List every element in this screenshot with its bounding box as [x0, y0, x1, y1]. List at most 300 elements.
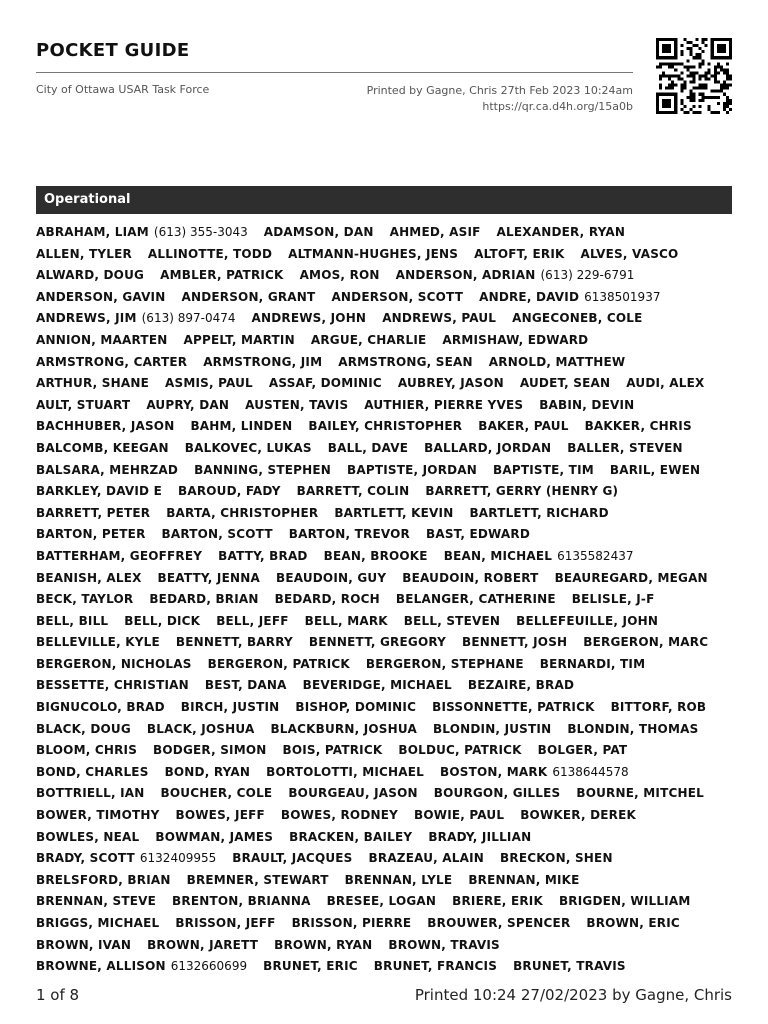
- member-name: BLOOM, CHRIS: [36, 743, 138, 758]
- member-entry: [424, 441, 551, 455]
- member-name: BLONDIN, JUSTIN: [432, 721, 552, 736]
- member-name: BRECKON, SHEN: [500, 851, 613, 866]
- member-name: ANGECONEB, COLE: [512, 311, 643, 326]
- member-name: AUDI, ALEX: [626, 376, 705, 391]
- member-name: BERGERON, STEPHANE: [365, 656, 524, 671]
- member-name: BRENNAN, LYLE: [344, 872, 453, 887]
- member-entry: [153, 743, 266, 757]
- member-name: BELL, DICK: [124, 613, 201, 628]
- member-entry: [426, 527, 530, 541]
- member-entry: [500, 851, 613, 865]
- member-phone[interactable]: 6135582437: [557, 548, 634, 563]
- member-name: BARTON, SCOTT: [161, 527, 273, 542]
- member-name: BIRCH, JUSTIN: [180, 700, 280, 715]
- member-entry: [474, 247, 564, 261]
- member-entry: [36, 441, 169, 455]
- member-row: [36, 783, 736, 805]
- member-name: BROWN, IVAN: [36, 937, 132, 952]
- member-name: BARTLETT, RICHARD: [469, 505, 609, 520]
- member-entry: [567, 441, 682, 455]
- member-entry: [434, 786, 561, 800]
- member-entry: [36, 398, 130, 412]
- member-name: BROWN, ERIC: [586, 916, 680, 930]
- member-name: BABIN, DEVIN: [539, 397, 635, 412]
- member-entry: [36, 506, 150, 520]
- member-name: BEAN, MICHAEL: [443, 548, 553, 563]
- member-entry: [396, 592, 556, 606]
- member-name: BOIS, PATRICK: [282, 743, 383, 758]
- member-entry: [281, 808, 398, 822]
- member-name: BOWES, JEFF: [175, 808, 265, 823]
- member-entry: [427, 916, 570, 930]
- member-entry: [36, 225, 248, 239]
- member-name: BAKER, PAUL: [478, 419, 569, 434]
- member-list: [36, 222, 736, 978]
- member-name: BARRETT, PETER: [36, 505, 151, 520]
- member-entry: [203, 355, 322, 369]
- member-row: [36, 460, 736, 482]
- member-name: BROUWER, SPENCER: [427, 916, 571, 930]
- member-name: BELISLE, J-F: [571, 592, 655, 607]
- member-entry: [155, 830, 273, 844]
- member-name: BALKOVEC, LUKAS: [184, 440, 312, 455]
- member-phone[interactable]: 6138644578: [552, 764, 629, 779]
- member-entry: [36, 938, 131, 952]
- member-phone[interactable]: 6138501937: [584, 289, 661, 304]
- member-entry: [295, 700, 416, 714]
- member-name: BELANGER, CATHERINE: [395, 592, 556, 607]
- print-info: [367, 83, 633, 115]
- member-name: BROWN, TRAVIS: [388, 937, 500, 952]
- member-name: BRENNAN, MIKE: [468, 872, 580, 887]
- member-entry: [166, 506, 318, 520]
- member-name: BRADY, JILLIAN: [428, 829, 532, 844]
- member-name: BELL, JEFF: [216, 613, 289, 628]
- member-name: BOWMAN, JAMES: [155, 829, 274, 844]
- member-entry: [216, 614, 288, 628]
- member-name: BRUNET, ERIC: [263, 959, 358, 974]
- page-number: 1 of 8: [36, 986, 80, 1004]
- member-name: BOND, CHARLES: [36, 764, 149, 779]
- member-name: ARMSTRONG, JIM: [203, 354, 323, 369]
- member-entry: [479, 290, 660, 304]
- member-entry: [251, 311, 366, 325]
- member-name: ADAMSON, DAN: [263, 225, 374, 239]
- member-name: BOURGON, GILLES: [433, 786, 561, 801]
- member-entry: [398, 743, 521, 757]
- member-entry: [572, 592, 655, 606]
- member-entry: [493, 463, 594, 477]
- member-row: [36, 416, 736, 438]
- member-entry: [181, 290, 315, 304]
- member-name: BOWLES, NEAL: [36, 829, 140, 844]
- member-name: BARKLEY, DAVID E: [36, 484, 162, 499]
- member-name: AHMED, ASIF: [389, 225, 481, 239]
- member-entry: [176, 635, 293, 649]
- member-name: ANDREWS, PAUL: [382, 311, 497, 326]
- member-row: [36, 762, 736, 784]
- member-name: BRIERE, ERIK: [452, 894, 543, 909]
- member-entry: [263, 959, 358, 973]
- member-entry: [36, 614, 108, 628]
- member-name: BAHM, LINDEN: [190, 419, 293, 434]
- member-entry: [580, 247, 678, 261]
- member-name: BOURNE, MITCHEL: [576, 786, 704, 801]
- member-row: [36, 870, 736, 892]
- member-name: BEAUDOIN, ROBERT: [402, 570, 539, 585]
- member-entry: [36, 916, 159, 930]
- member-name: BENNETT, JOSH: [462, 635, 568, 650]
- member-name: BOND, RYAN: [164, 764, 251, 779]
- member-entry: [36, 549, 202, 563]
- member-name: BROWNE, ALLISON: [36, 959, 166, 974]
- member-entry: [36, 894, 156, 908]
- member-entry: [172, 894, 311, 908]
- member-row: [36, 308, 736, 330]
- member-name: BROWN, JARETT: [147, 937, 259, 952]
- member-entry: [334, 506, 453, 520]
- member-entry: [442, 333, 588, 347]
- member-name: AUPRY, DAN: [146, 397, 230, 412]
- member-name: BARTA, CHRISTOPHER: [166, 505, 319, 520]
- member-entry: [396, 268, 635, 282]
- member-row: [36, 481, 736, 503]
- member-name: ANDREWS, JIM: [36, 311, 137, 326]
- member-entry: [269, 376, 382, 390]
- member-entry: [398, 376, 504, 390]
- member-name: BEDARD, BRIAN: [149, 592, 259, 607]
- member-name: BARTLETT, KEVIN: [334, 505, 454, 520]
- member-name: BEZAIRE, BRAD: [467, 678, 575, 693]
- member-name: BANNING, STEPHEN: [194, 462, 331, 477]
- qr-code-icon: [656, 38, 732, 114]
- member-entry: [36, 743, 137, 757]
- member-entry: [300, 268, 380, 282]
- member-entry: [36, 851, 216, 865]
- member-entry: [205, 678, 287, 692]
- member-row: [36, 654, 736, 676]
- member-entry: [402, 571, 538, 585]
- member-entry: [390, 225, 481, 239]
- member-name: ANDREWS, JOHN: [251, 311, 367, 326]
- member-entry: [478, 419, 568, 433]
- member-row: [36, 524, 736, 546]
- member-name: BACHHUBER, JASON: [36, 419, 175, 434]
- member-name: BELLEFEUILLE, JOHN: [516, 613, 659, 628]
- member-name: APPELT, MARTIN: [183, 332, 295, 347]
- member-entry: [585, 419, 692, 433]
- member-entry: [283, 743, 383, 757]
- member-name: AUDET, SEAN: [519, 376, 611, 391]
- member-name: BISHOP, DOMINIC: [295, 700, 417, 715]
- member-name: BELL, MARK: [304, 613, 388, 628]
- member-entry: [369, 851, 485, 865]
- member-name: BLACKBURN, JOSHUA: [270, 721, 417, 736]
- member-entry: [452, 894, 543, 908]
- member-phone[interactable]: (613) 229-6791: [540, 268, 635, 283]
- member-name: BRENTON, BRIANNA: [172, 894, 311, 909]
- member-phone[interactable]: (613) 897-0474: [141, 311, 236, 326]
- member-entry: [311, 333, 427, 347]
- member-name: BARIL, EWEN: [609, 462, 701, 477]
- member-entry: [36, 786, 145, 800]
- member-row: [36, 546, 736, 568]
- member-name: BEATTY, JENNA: [157, 570, 260, 585]
- member-name: BOTTRIELL, IAN: [36, 786, 145, 801]
- member-name: BALCOMB, KEEGAN: [36, 440, 169, 455]
- member-entry: [185, 441, 312, 455]
- member-entry: [433, 722, 551, 736]
- member-name: ALVES, VASCO: [580, 246, 679, 261]
- member-phone[interactable]: 6132409955: [139, 851, 217, 866]
- member-entry: [520, 376, 610, 390]
- member-entry: [540, 657, 646, 671]
- member-entry: [36, 678, 189, 692]
- member-name: BEST, DANA: [204, 678, 287, 693]
- member-name: BRUNET, FRANCIS: [373, 959, 498, 974]
- member-entry: [538, 743, 628, 757]
- member-entry: [36, 830, 139, 844]
- member-entry: [194, 463, 331, 477]
- member-row: [36, 222, 736, 244]
- member-entry: [469, 506, 608, 520]
- member-entry: [187, 873, 329, 887]
- member-entry: [218, 549, 307, 563]
- member-entry: [432, 700, 594, 714]
- member-entry: [374, 959, 497, 973]
- member-row: [36, 805, 736, 827]
- member-name: BIGNUCOLO, BRAD: [36, 700, 165, 715]
- member-row: [36, 697, 736, 719]
- member-name: BAST, EDWARD: [425, 527, 531, 542]
- member-entry: [36, 419, 174, 433]
- member-entry: [162, 527, 273, 541]
- member-entry: [324, 549, 428, 563]
- member-entry: [36, 463, 178, 477]
- member-entry: [366, 657, 524, 671]
- member-name: BAPTISTE, JORDAN: [347, 462, 478, 477]
- member-entry: [147, 722, 255, 736]
- member-entry: [288, 786, 417, 800]
- member-name: ALWARD, DOUG: [36, 268, 145, 283]
- member-entry: [520, 808, 636, 822]
- member-name: BAKKER, CHRIS: [584, 419, 692, 434]
- member-name: AULT, STUART: [36, 397, 131, 412]
- member-row: [36, 827, 736, 849]
- member-entry: [303, 678, 452, 692]
- member-name: BARTON, TREVOR: [288, 527, 410, 542]
- member-name: BRELSFORD, BRIAN: [36, 872, 171, 887]
- member-name: ASMIS, PAUL: [164, 376, 253, 391]
- member-name: ALLEN, TYLER: [36, 246, 132, 261]
- member-entry: [36, 808, 160, 822]
- member-name: BERNARDI, TIM: [539, 656, 646, 671]
- member-entry: [232, 851, 352, 865]
- member-entry: [36, 247, 132, 261]
- member-entry: [245, 398, 348, 412]
- member-name: ALLINOTTE, TODD: [147, 246, 273, 261]
- member-entry: [36, 765, 149, 779]
- member-row: [36, 956, 736, 978]
- member-name: BALSARA, MEHRZAD: [36, 462, 179, 477]
- member-entry: [289, 830, 412, 844]
- member-name: ARNOLD, MATTHEW: [488, 354, 626, 369]
- member-name: ARGUE, CHARLIE: [310, 332, 427, 347]
- member-entry: [428, 830, 531, 844]
- member-entry: [208, 657, 350, 671]
- member-name: BLACK, JOSHUA: [146, 721, 255, 736]
- member-entry: [274, 938, 372, 952]
- member-entry: [181, 700, 280, 714]
- member-row: [36, 352, 736, 374]
- member-entry: [425, 484, 618, 498]
- member-name: BAPTISTE, TIM: [493, 462, 594, 477]
- member-entry: [148, 247, 272, 261]
- member-entry: [308, 419, 462, 433]
- member-name: ARMSTRONG, CARTER: [36, 354, 188, 369]
- member-name: BITTORF, ROB: [610, 700, 707, 715]
- member-row: [36, 438, 736, 460]
- member-entry: [567, 722, 698, 736]
- member-entry: [276, 571, 386, 585]
- member-entry: [559, 894, 691, 908]
- member-name: ANNION, MAARTEN: [36, 332, 168, 347]
- member-entry: [36, 571, 142, 585]
- member-row: [36, 848, 736, 870]
- member-entry: [297, 484, 410, 498]
- member-name: BARRETT, GERRY (HENRY G): [425, 484, 619, 499]
- member-row: [36, 675, 736, 697]
- member-name: BELL, BILL: [36, 613, 109, 628]
- page-title: POCKET GUIDE: [36, 40, 190, 61]
- member-name: BAILEY, CHRISTOPHER: [308, 419, 463, 434]
- member-name: BAROUD, FADY: [177, 484, 281, 499]
- member-name: BOUCHER, COLE: [160, 786, 273, 801]
- member-name: BRADY, SCOTT: [36, 851, 135, 866]
- member-name: AUTHIER, PIERRE YVES: [364, 397, 524, 412]
- member-row: [36, 589, 736, 611]
- member-entry: [305, 614, 388, 628]
- member-name: BEAUDOIN, GUY: [275, 570, 387, 585]
- member-name: BRAZEAU, ALAIN: [368, 851, 485, 866]
- footer-printed: Printed 10:24 27/02/2023 by Gagne, Chris: [414, 986, 732, 1004]
- member-entry: [539, 398, 634, 412]
- member-name: BATTERHAM, GEOFFREY: [36, 548, 203, 563]
- member-entry: [444, 549, 634, 563]
- member-entry: [611, 700, 707, 714]
- member-entry: [36, 873, 171, 887]
- organization-name: City of Ottawa USAR Task Force: [36, 83, 210, 96]
- member-row: [36, 632, 736, 654]
- member-name: ALTOFT, ERIK: [474, 246, 565, 261]
- member-entry: [149, 592, 258, 606]
- member-entry: [468, 678, 574, 692]
- member-name: BODGER, SIMON: [153, 743, 267, 758]
- member-name: BISSONNETTE, PATRICK: [432, 700, 595, 715]
- member-name: ALEXANDER, RYAN: [496, 225, 626, 239]
- member-name: AMOS, RON: [299, 268, 380, 283]
- member-name: BRISSON, PIERRE: [291, 916, 412, 930]
- member-name: BOURGEAU, JASON: [288, 786, 418, 801]
- member-entry: [36, 355, 187, 369]
- member-entry: [190, 419, 292, 433]
- member-entry: [610, 463, 700, 477]
- member-name: BORTOLOTTI, MICHAEL: [266, 764, 424, 779]
- member-name: BESSETTE, CHRISTIAN: [36, 678, 189, 693]
- member-entry: [36, 527, 146, 541]
- member-name: BLACK, DOUG: [36, 721, 131, 736]
- member-name: BEAN, BROOKE: [323, 548, 428, 563]
- member-entry: [347, 463, 477, 477]
- member-name: ARTHUR, SHANE: [36, 376, 149, 391]
- member-entry: [516, 614, 658, 628]
- member-entry: [36, 268, 144, 282]
- member-entry: [327, 894, 437, 908]
- member-row: [36, 935, 736, 957]
- member-entry: [275, 592, 380, 606]
- member-entry: [388, 938, 500, 952]
- member-entry: [266, 765, 424, 779]
- member-entry: [160, 268, 283, 282]
- member-name: ABRAHAM, LIAM: [36, 225, 149, 239]
- member-name: BOWKER, DEREK: [520, 808, 636, 823]
- member-name: BERGERON, PATRICK: [207, 656, 350, 671]
- member-entry: [576, 786, 704, 800]
- qr-url: https://qr.ca.d4h.org/15a0b: [482, 100, 633, 113]
- member-entry: [36, 635, 160, 649]
- member-name: BRAULT, JACQUES: [232, 851, 353, 866]
- member-entry: [364, 398, 523, 412]
- member-entry: [175, 916, 275, 930]
- member-name: ANDERSON, SCOTT: [331, 289, 464, 304]
- member-row: [36, 244, 736, 266]
- member-name: BOWES, RODNEY: [280, 808, 399, 823]
- member-phone[interactable]: (613) 355-3043: [153, 225, 248, 239]
- section-header-operational: Operational: [36, 186, 732, 214]
- member-name: AMBLER, PATRICK: [160, 268, 284, 283]
- member-name: BRUNET, TRAVIS: [513, 959, 626, 974]
- member-entry: [292, 916, 412, 930]
- member-entry: [36, 311, 235, 325]
- member-entry: [36, 592, 133, 606]
- member-row: [36, 373, 736, 395]
- member-name: BEVERIDGE, MICHAEL: [302, 678, 452, 693]
- member-name: BOLGER, PAT: [537, 743, 628, 758]
- member-entry: [309, 635, 446, 649]
- member-name: BECK, TAYLOR: [36, 592, 134, 607]
- member-entry: [264, 225, 374, 239]
- member-entry: [331, 290, 463, 304]
- member-entry: [176, 808, 265, 822]
- member-row: [36, 719, 736, 741]
- member-name: BENNETT, BARRY: [175, 635, 293, 650]
- member-name: BRIGGS, MICHAEL: [36, 916, 160, 930]
- member-row: [36, 503, 736, 525]
- header-divider: [36, 72, 633, 73]
- member-name: ALTMANN-HUGHES, JENS: [288, 246, 459, 261]
- member-name: BERGERON, MARC: [583, 635, 709, 650]
- member-name: BRIGDEN, WILLIAM: [558, 894, 691, 909]
- member-entry: [414, 808, 504, 822]
- member-entry: [36, 657, 192, 671]
- member-entry: [36, 333, 167, 347]
- member-entry: [165, 765, 251, 779]
- member-entry: [146, 398, 229, 412]
- member-entry: [345, 873, 453, 887]
- member-phone[interactable]: 6132660699: [170, 959, 248, 974]
- member-entry: [36, 722, 131, 736]
- member-row: [36, 395, 736, 417]
